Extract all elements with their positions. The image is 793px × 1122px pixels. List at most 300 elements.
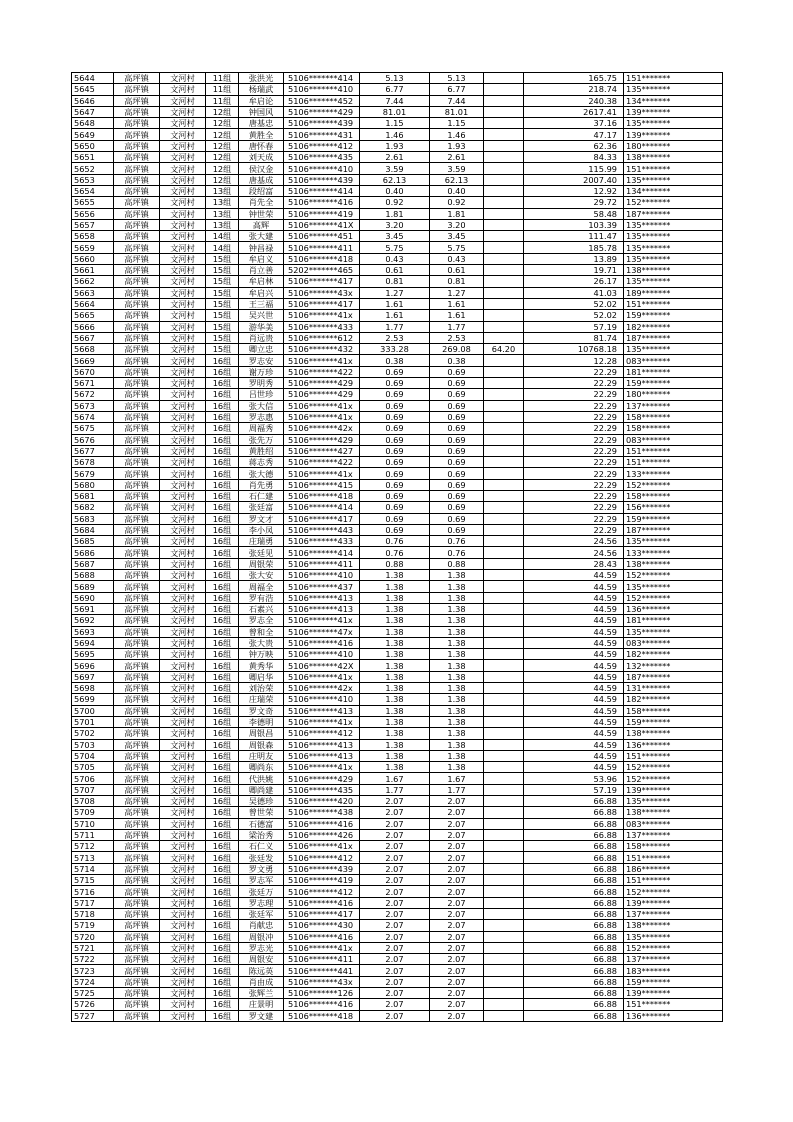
value-a-cell: 2.07 xyxy=(430,931,484,942)
phone-cell: 135******* xyxy=(624,931,723,942)
value-b-cell xyxy=(484,784,524,795)
group-cell: 16组 xyxy=(206,637,239,648)
phone-cell: 189******* xyxy=(624,287,723,298)
phone-cell: 159******* xyxy=(624,716,723,727)
town-cell: 高坪镇 xyxy=(114,265,160,276)
value-total-cell: 0.69 xyxy=(360,423,430,434)
value-total-cell: 2.53 xyxy=(360,332,430,343)
phone-cell: 134******* xyxy=(624,95,723,106)
value-a-cell: 1.38 xyxy=(430,649,484,660)
town-cell: 高坪镇 xyxy=(114,807,160,818)
value-a-cell: 2.53 xyxy=(430,332,484,343)
value-b-cell xyxy=(484,1010,524,1021)
group-cell: 16组 xyxy=(206,773,239,784)
group-cell: 14组 xyxy=(206,231,239,242)
group-cell: 16组 xyxy=(206,954,239,965)
town-cell: 高坪镇 xyxy=(114,140,160,151)
phone-cell: 187******* xyxy=(624,208,723,219)
phone-cell: 083******* xyxy=(624,818,723,829)
id-number-cell: 5106*******412 xyxy=(284,140,360,151)
amount-cell: 66.88 xyxy=(524,976,624,987)
phone-cell: 135******* xyxy=(624,219,723,230)
phone-cell: 182******* xyxy=(624,321,723,332)
data-table xyxy=(71,72,723,1022)
amount-cell: 66.88 xyxy=(524,931,624,942)
town-cell: 高坪镇 xyxy=(114,694,160,705)
value-a-cell: 0.69 xyxy=(430,479,484,490)
value-total-cell: 0.69 xyxy=(360,434,430,445)
group-cell: 16组 xyxy=(206,524,239,535)
value-total-cell: 0.69 xyxy=(360,524,430,535)
group-cell: 16组 xyxy=(206,468,239,479)
phone-cell: 181******* xyxy=(624,366,723,377)
id-number-cell: 5106*******416 xyxy=(284,897,360,908)
phone-cell: 139******* xyxy=(624,784,723,795)
phone-cell: 138******* xyxy=(624,558,723,569)
town-cell: 高坪镇 xyxy=(114,524,160,535)
village-cell: 文河村 xyxy=(160,615,206,626)
amount-cell: 66.88 xyxy=(524,965,624,976)
phone-cell: 152******* xyxy=(624,197,723,208)
name-cell: 刘治荣 xyxy=(239,683,284,694)
name-cell: 肖献忠 xyxy=(239,920,284,931)
value-total-cell: 0.69 xyxy=(360,490,430,501)
value-b-cell xyxy=(484,954,524,965)
row-number: 5686 xyxy=(72,547,114,558)
name-cell: 卿尚建 xyxy=(239,784,284,795)
id-number-cell: 5106*******410 xyxy=(284,694,360,705)
village-cell: 文河村 xyxy=(160,829,206,840)
phone-cell: 138******* xyxy=(624,920,723,931)
value-b-cell xyxy=(484,185,524,196)
town-cell: 高坪镇 xyxy=(114,129,160,140)
village-cell: 文河村 xyxy=(160,547,206,558)
amount-cell: 57.19 xyxy=(524,321,624,332)
name-cell: 张廷发 xyxy=(239,852,284,863)
id-number-cell: 5106*******41x xyxy=(284,355,360,366)
value-a-cell: 2.07 xyxy=(430,999,484,1010)
value-a-cell: 2.07 xyxy=(430,863,484,874)
value-b-cell xyxy=(484,920,524,931)
row-number: 5646 xyxy=(72,95,114,106)
amount-cell: 115.99 xyxy=(524,163,624,174)
village-cell: 文河村 xyxy=(160,231,206,242)
value-a-cell: 0.92 xyxy=(430,197,484,208)
phone-cell: 181******* xyxy=(624,615,723,626)
town-cell: 高坪镇 xyxy=(114,773,160,784)
value-b-cell xyxy=(484,219,524,230)
town-cell: 高坪镇 xyxy=(114,423,160,434)
value-b-cell xyxy=(484,547,524,558)
name-cell: 罗志全 xyxy=(239,615,284,626)
phone-cell: 139******* xyxy=(624,129,723,140)
table-row xyxy=(72,490,723,501)
value-total-cell: 0.69 xyxy=(360,502,430,513)
value-total-cell: 1.38 xyxy=(360,694,430,705)
table-row xyxy=(72,784,723,795)
value-a-cell: 0.88 xyxy=(430,558,484,569)
phone-cell: 152******* xyxy=(624,942,723,953)
phone-cell: 137******* xyxy=(624,908,723,919)
name-cell: 黄秀华 xyxy=(239,660,284,671)
town-cell: 高坪镇 xyxy=(114,592,160,603)
value-b-cell xyxy=(484,931,524,942)
row-number: 5710 xyxy=(72,818,114,829)
town-cell: 高坪镇 xyxy=(114,999,160,1010)
village-cell: 文河村 xyxy=(160,310,206,321)
table-row xyxy=(72,841,723,852)
village-cell: 文河村 xyxy=(160,106,206,117)
group-cell: 16组 xyxy=(206,558,239,569)
group-cell: 15组 xyxy=(206,276,239,287)
value-a-cell: 1.38 xyxy=(430,739,484,750)
row-number: 5714 xyxy=(72,863,114,874)
table-row xyxy=(72,886,723,897)
group-cell: 16组 xyxy=(206,694,239,705)
group-cell: 16组 xyxy=(206,445,239,456)
amount-cell: 44.59 xyxy=(524,615,624,626)
id-number-cell: 5106*******411 xyxy=(284,558,360,569)
group-cell: 14组 xyxy=(206,242,239,253)
table-row xyxy=(72,897,723,908)
value-b-cell xyxy=(484,513,524,524)
group-cell: 16组 xyxy=(206,479,239,490)
value-total-cell: 0.69 xyxy=(360,389,430,400)
group-cell: 16组 xyxy=(206,457,239,468)
value-a-cell: 2.07 xyxy=(430,897,484,908)
name-cell: 石仁义 xyxy=(239,841,284,852)
id-number-cell: 5106*******429 xyxy=(284,434,360,445)
row-number: 5701 xyxy=(72,716,114,727)
table-row xyxy=(72,976,723,987)
group-cell: 16组 xyxy=(206,784,239,795)
table-row xyxy=(72,660,723,671)
value-b-cell xyxy=(484,265,524,276)
value-a-cell: 1.61 xyxy=(430,298,484,309)
amount-cell: 44.59 xyxy=(524,581,624,592)
amount-cell: 44.59 xyxy=(524,705,624,716)
value-a-cell: 0.69 xyxy=(430,445,484,456)
value-b-cell xyxy=(484,174,524,185)
name-cell: 张廷万 xyxy=(239,886,284,897)
village-cell: 文河村 xyxy=(160,863,206,874)
value-a-cell: 2.07 xyxy=(430,875,484,886)
group-cell: 16组 xyxy=(206,570,239,581)
group-cell: 16组 xyxy=(206,841,239,852)
row-number: 5725 xyxy=(72,988,114,999)
amount-cell: 12.92 xyxy=(524,185,624,196)
value-a-cell: 2.07 xyxy=(430,796,484,807)
id-number-cell: 5106*******417 xyxy=(284,276,360,287)
row-number: 5682 xyxy=(72,502,114,513)
value-total-cell: 2.07 xyxy=(360,841,430,852)
value-b-cell xyxy=(484,671,524,682)
row-number: 5661 xyxy=(72,265,114,276)
table-row xyxy=(72,423,723,434)
amount-cell: 22.29 xyxy=(524,366,624,377)
amount-cell: 58.48 xyxy=(524,208,624,219)
name-cell: 钟昌禄 xyxy=(239,242,284,253)
row-number: 5658 xyxy=(72,231,114,242)
row-number: 5660 xyxy=(72,253,114,264)
value-a-cell: 1.46 xyxy=(430,129,484,140)
value-b-cell xyxy=(484,739,524,750)
id-number-cell: 5106*******443 xyxy=(284,524,360,535)
group-cell: 13组 xyxy=(206,219,239,230)
value-b-cell xyxy=(484,762,524,773)
name-cell: 黄胜绍 xyxy=(239,445,284,456)
table-row xyxy=(72,468,723,479)
amount-cell: 28.43 xyxy=(524,558,624,569)
phone-cell: 139******* xyxy=(624,897,723,908)
group-cell: 16组 xyxy=(206,863,239,874)
row-number: 5651 xyxy=(72,152,114,163)
id-number-cell: 5106*******41x xyxy=(284,468,360,479)
table-row xyxy=(72,253,723,264)
group-cell: 16组 xyxy=(206,615,239,626)
phone-cell: 151******* xyxy=(624,852,723,863)
name-cell: 唐基忠 xyxy=(239,118,284,129)
table-row xyxy=(72,988,723,999)
value-a-cell: 2.07 xyxy=(430,807,484,818)
value-total-cell: 1.38 xyxy=(360,705,430,716)
village-cell: 文河村 xyxy=(160,999,206,1010)
value-b-cell xyxy=(484,231,524,242)
name-cell: 罗文奇 xyxy=(239,705,284,716)
name-cell: 黄胜全 xyxy=(239,129,284,140)
table-row xyxy=(72,547,723,558)
group-cell: 16组 xyxy=(206,739,239,750)
phone-cell: 151******* xyxy=(624,298,723,309)
id-number-cell: 5106*******411 xyxy=(284,954,360,965)
row-number: 5692 xyxy=(72,615,114,626)
value-total-cell: 1.15 xyxy=(360,118,430,129)
value-total-cell: 1.38 xyxy=(360,626,430,637)
name-cell: 王三福 xyxy=(239,298,284,309)
name-cell: 唐怀春 xyxy=(239,140,284,151)
group-cell: 16组 xyxy=(206,502,239,513)
table-row xyxy=(72,999,723,1010)
row-number: 5721 xyxy=(72,942,114,953)
name-cell: 钟国风 xyxy=(239,106,284,117)
phone-cell: 187******* xyxy=(624,671,723,682)
name-cell: 石素兴 xyxy=(239,603,284,614)
group-cell: 16组 xyxy=(206,581,239,592)
table-row xyxy=(72,129,723,140)
village-cell: 文河村 xyxy=(160,796,206,807)
value-b-cell xyxy=(484,796,524,807)
value-a-cell: 2.07 xyxy=(430,965,484,976)
row-number: 5662 xyxy=(72,276,114,287)
row-number: 5722 xyxy=(72,954,114,965)
row-number: 5675 xyxy=(72,423,114,434)
name-cell: 周银安 xyxy=(239,954,284,965)
phone-cell: 083******* xyxy=(624,637,723,648)
town-cell: 高坪镇 xyxy=(114,490,160,501)
town-cell: 高坪镇 xyxy=(114,965,160,976)
row-number: 5649 xyxy=(72,129,114,140)
name-cell: 周银昌 xyxy=(239,728,284,739)
amount-cell: 66.88 xyxy=(524,897,624,908)
value-total-cell: 0.61 xyxy=(360,265,430,276)
value-total-cell: 1.38 xyxy=(360,603,430,614)
value-b-cell xyxy=(484,728,524,739)
village-cell: 文河村 xyxy=(160,253,206,264)
phone-cell: 151******* xyxy=(624,445,723,456)
phone-cell: 152******* xyxy=(624,570,723,581)
village-cell: 文河村 xyxy=(160,332,206,343)
village-cell: 文河村 xyxy=(160,140,206,151)
value-a-cell: 1.38 xyxy=(430,671,484,682)
group-cell: 16组 xyxy=(206,762,239,773)
name-cell: 谢万珍 xyxy=(239,366,284,377)
town-cell: 高坪镇 xyxy=(114,513,160,524)
town-cell: 高坪镇 xyxy=(114,84,160,95)
row-number: 5698 xyxy=(72,683,114,694)
id-number-cell: 5106*******429 xyxy=(284,773,360,784)
group-cell: 12组 xyxy=(206,140,239,151)
phone-cell: 158******* xyxy=(624,841,723,852)
table-row xyxy=(72,152,723,163)
town-cell: 高坪镇 xyxy=(114,231,160,242)
village-cell: 文河村 xyxy=(160,423,206,434)
row-number: 5671 xyxy=(72,378,114,389)
amount-cell: 44.59 xyxy=(524,570,624,581)
phone-cell: 151******* xyxy=(624,73,723,84)
group-cell: 15组 xyxy=(206,265,239,276)
row-number: 5672 xyxy=(72,389,114,400)
name-cell: 卿立忠 xyxy=(239,344,284,355)
value-a-cell: 2.07 xyxy=(430,818,484,829)
row-number: 5713 xyxy=(72,852,114,863)
id-number-cell: 5106*******419 xyxy=(284,208,360,219)
table-row xyxy=(72,276,723,287)
id-number-cell: 5106*******410 xyxy=(284,649,360,660)
id-number-cell: 5106*******411 xyxy=(284,242,360,253)
name-cell: 梁治秀 xyxy=(239,829,284,840)
id-number-cell: 5106*******412 xyxy=(284,728,360,739)
id-number-cell: 5106*******41x xyxy=(284,400,360,411)
amount-cell: 66.88 xyxy=(524,818,624,829)
amount-cell: 22.29 xyxy=(524,400,624,411)
value-b-cell xyxy=(484,298,524,309)
id-number-cell: 5106*******41x xyxy=(284,310,360,321)
town-cell: 高坪镇 xyxy=(114,649,160,660)
town-cell: 高坪镇 xyxy=(114,536,160,547)
value-a-cell: 2.61 xyxy=(430,152,484,163)
value-b-cell xyxy=(484,649,524,660)
row-number: 5648 xyxy=(72,118,114,129)
village-cell: 文河村 xyxy=(160,739,206,750)
id-number-cell: 5106*******429 xyxy=(284,389,360,400)
id-number-cell: 5106*******412 xyxy=(284,886,360,897)
phone-cell: 182******* xyxy=(624,694,723,705)
name-cell: 游华美 xyxy=(239,321,284,332)
amount-cell: 165.75 xyxy=(524,73,624,84)
phone-cell: 137******* xyxy=(624,400,723,411)
id-number-cell: 5106*******418 xyxy=(284,490,360,501)
value-b-cell xyxy=(484,502,524,513)
value-total-cell: 1.38 xyxy=(360,581,430,592)
value-a-cell: 0.43 xyxy=(430,253,484,264)
name-cell: 张洪光 xyxy=(239,73,284,84)
id-number-cell: 5106*******431 xyxy=(284,129,360,140)
phone-cell: 135******* xyxy=(624,276,723,287)
name-cell: 罗志军 xyxy=(239,875,284,886)
phone-cell: 135******* xyxy=(624,344,723,355)
table-row xyxy=(72,694,723,705)
value-a-cell: 3.59 xyxy=(430,163,484,174)
amount-cell: 66.88 xyxy=(524,841,624,852)
phone-cell: 151******* xyxy=(624,999,723,1010)
value-a-cell: 1.38 xyxy=(430,716,484,727)
name-cell: 唐基成 xyxy=(239,174,284,185)
table-row xyxy=(72,637,723,648)
id-number-cell: 5106*******413 xyxy=(284,592,360,603)
name-cell: 周银冲 xyxy=(239,931,284,942)
village-cell: 文河村 xyxy=(160,208,206,219)
phone-cell: 187******* xyxy=(624,332,723,343)
village-cell: 文河村 xyxy=(160,242,206,253)
name-cell: 罗文勇 xyxy=(239,863,284,874)
town-cell: 高坪镇 xyxy=(114,468,160,479)
village-cell: 文河村 xyxy=(160,671,206,682)
row-number: 5704 xyxy=(72,750,114,761)
table-row xyxy=(72,434,723,445)
name-cell: 张廷军 xyxy=(239,908,284,919)
value-b-cell xyxy=(484,988,524,999)
value-total-cell: 2.07 xyxy=(360,807,430,818)
row-number: 5674 xyxy=(72,411,114,422)
value-a-cell: 0.76 xyxy=(430,536,484,547)
table-row xyxy=(72,570,723,581)
value-total-cell: 2.07 xyxy=(360,920,430,931)
village-cell: 文河村 xyxy=(160,490,206,501)
village-cell: 文河村 xyxy=(160,479,206,490)
id-number-cell: 5106*******432 xyxy=(284,344,360,355)
table-row xyxy=(72,298,723,309)
amount-cell: 44.59 xyxy=(524,683,624,694)
village-cell: 文河村 xyxy=(160,931,206,942)
town-cell: 高坪镇 xyxy=(114,366,160,377)
village-cell: 文河村 xyxy=(160,875,206,886)
group-cell: 16组 xyxy=(206,988,239,999)
value-b-cell xyxy=(484,445,524,456)
phone-cell: 158******* xyxy=(624,423,723,434)
value-total-cell: 1.46 xyxy=(360,129,430,140)
village-cell: 文河村 xyxy=(160,536,206,547)
name-cell: 牟启林 xyxy=(239,276,284,287)
value-total-cell: 1.38 xyxy=(360,750,430,761)
row-number: 5668 xyxy=(72,344,114,355)
id-number-cell: 5106*******41x xyxy=(284,716,360,727)
row-number: 5650 xyxy=(72,140,114,151)
phone-cell: 138******* xyxy=(624,728,723,739)
name-cell: 杨瑞武 xyxy=(239,84,284,95)
value-a-cell: 1.38 xyxy=(430,750,484,761)
id-number-cell: 5106*******41x xyxy=(284,762,360,773)
value-total-cell: 1.93 xyxy=(360,140,430,151)
phone-cell: 156******* xyxy=(624,502,723,513)
town-cell: 高坪镇 xyxy=(114,954,160,965)
value-b-cell xyxy=(484,592,524,603)
name-cell: 罗明秀 xyxy=(239,378,284,389)
value-total-cell: 1.38 xyxy=(360,739,430,750)
name-cell: 张廷见 xyxy=(239,547,284,558)
id-number-cell: 5106*******438 xyxy=(284,807,360,818)
value-a-cell: 2.07 xyxy=(430,841,484,852)
value-total-cell: 2.07 xyxy=(360,1010,430,1021)
